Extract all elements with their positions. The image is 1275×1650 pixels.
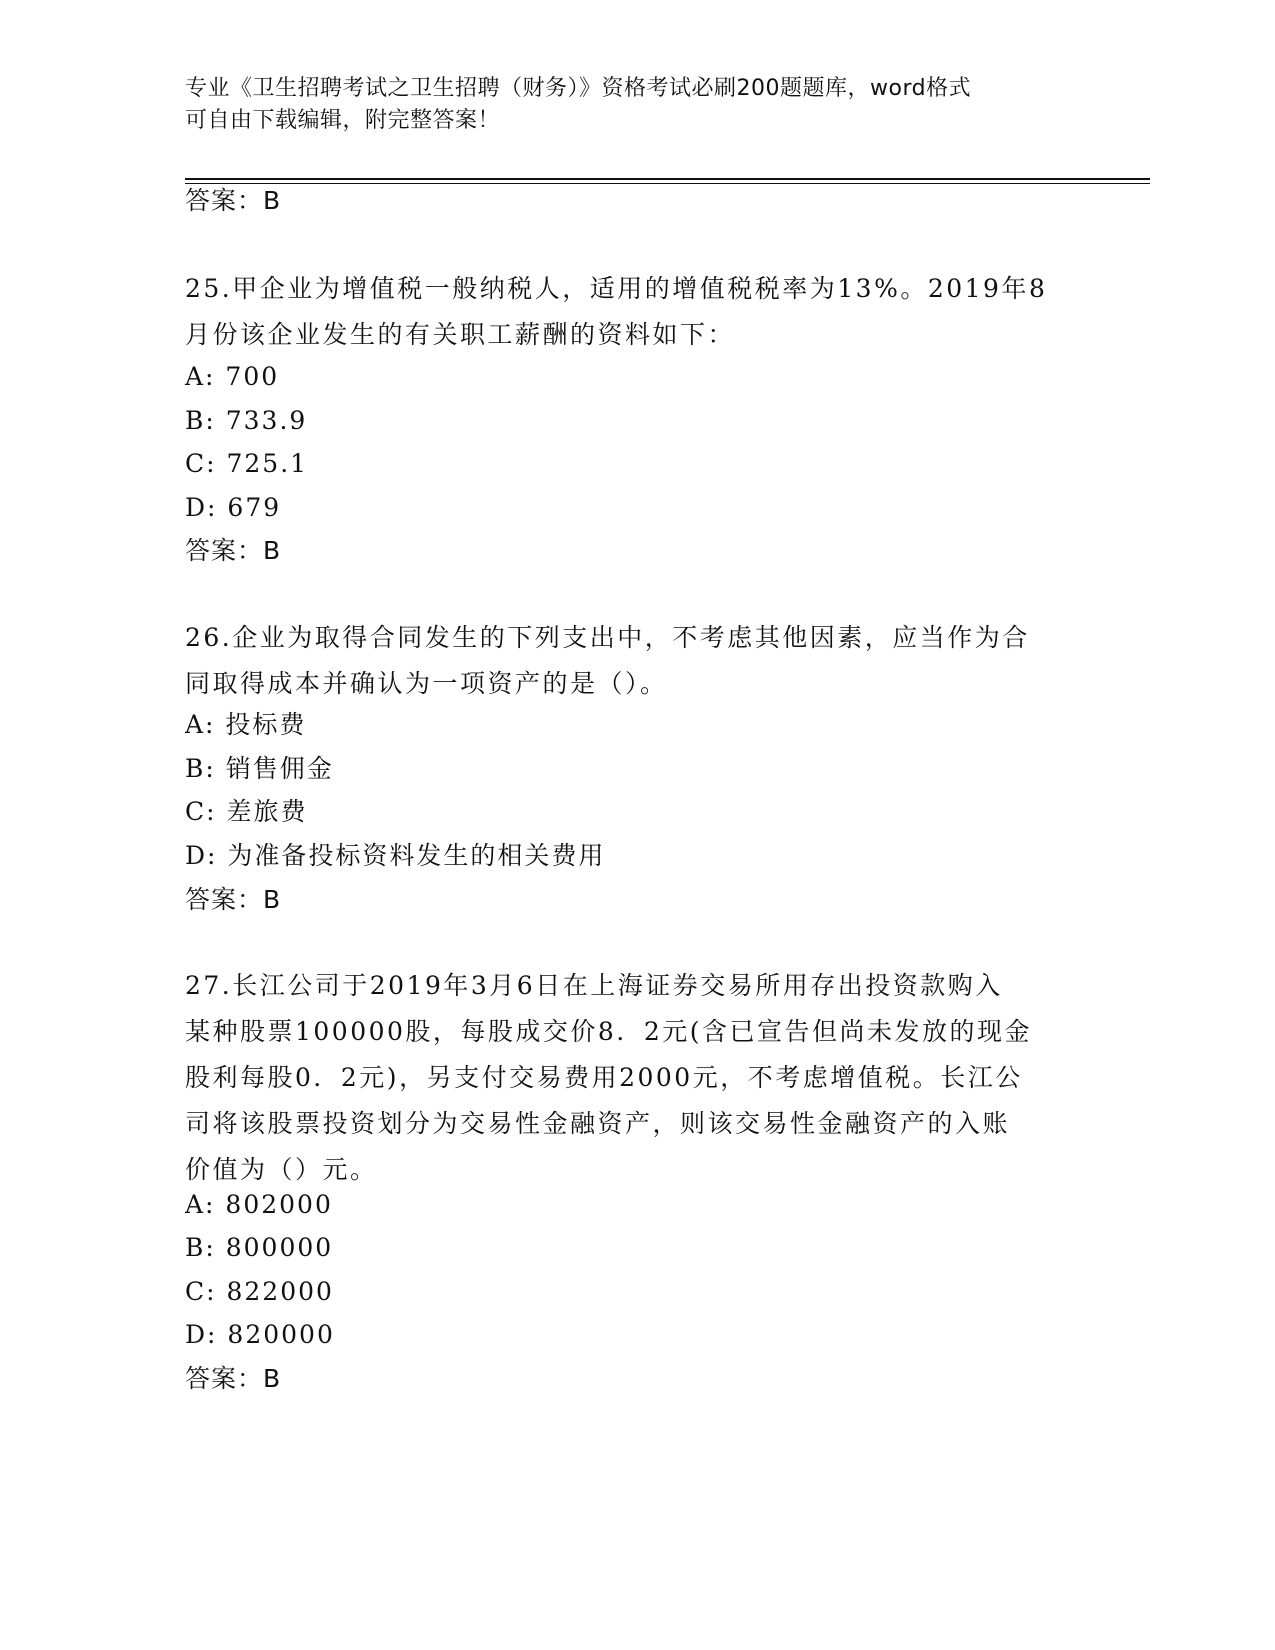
- question-text-line: 某种股票100000股，每股成交价8．2元(含已宣告但尚未发放的现金: [185, 1017, 1033, 1046]
- option-c: C: 725.1: [185, 449, 309, 478]
- answer-line: 答案：B: [185, 186, 282, 215]
- question-text-line: 价值为（）元。: [185, 1155, 378, 1184]
- option-a: A: 投标费: [185, 710, 307, 739]
- question-27: [185, 963, 1085, 1193]
- question-25: [185, 266, 1085, 358]
- header-divider: [185, 178, 1150, 180]
- header-line-2: 可自由下载编辑，附完整答案！: [185, 108, 501, 133]
- answer-line: 答案：B: [185, 1364, 282, 1393]
- option-b: B: 800000: [185, 1233, 334, 1262]
- option-d: D: 为准备投标资料发生的相关费用: [185, 841, 606, 870]
- option-a: A: 802000: [185, 1190, 333, 1219]
- answer-line: 答案：B: [185, 536, 282, 565]
- question-text-line: 股利每股0．2元)，另支付交易费用2000元，不考虑增值税。长江公: [185, 1063, 1023, 1092]
- header-line-1: 专业《卫生招聘考试之卫生招聘（财务）》资格考试必刷200题题库，word格式: [185, 76, 972, 101]
- question-text-line: 25.甲企业为增值税一般纳税人，适用的增值税税率为13%。2019年8: [185, 274, 1048, 303]
- page-header: [185, 73, 1065, 137]
- option-d: D: 820000: [185, 1320, 335, 1349]
- option-b: B: 销售佣金: [185, 754, 334, 783]
- option-b: B: 733.9: [185, 406, 308, 435]
- option-d: D: 679: [185, 493, 282, 522]
- option-c: C: 822000: [185, 1277, 334, 1306]
- question-26: [185, 615, 1085, 707]
- option-a: A: 700: [185, 362, 280, 391]
- option-c: C: 差旅费: [185, 797, 308, 826]
- question-text-line: 26.企业为取得合同发生的下列支出中，不考虑其他因素，应当作为合: [185, 623, 1030, 652]
- question-text-line: 27.长江公司于2019年3月6日在上海证券交易所用存出投资款购入: [185, 971, 1003, 1000]
- question-text-line: 司将该股票投资划分为交易性金融资产，则该交易性金融资产的入账: [185, 1109, 1011, 1138]
- header-divider-thin: [185, 183, 1150, 184]
- answer-line: 答案：B: [185, 885, 282, 914]
- question-text-line: 月份该企业发生的有关职工薪酬的资料如下：: [185, 320, 736, 349]
- question-text-line: 同取得成本并确认为一项资产的是（）。: [185, 669, 668, 698]
